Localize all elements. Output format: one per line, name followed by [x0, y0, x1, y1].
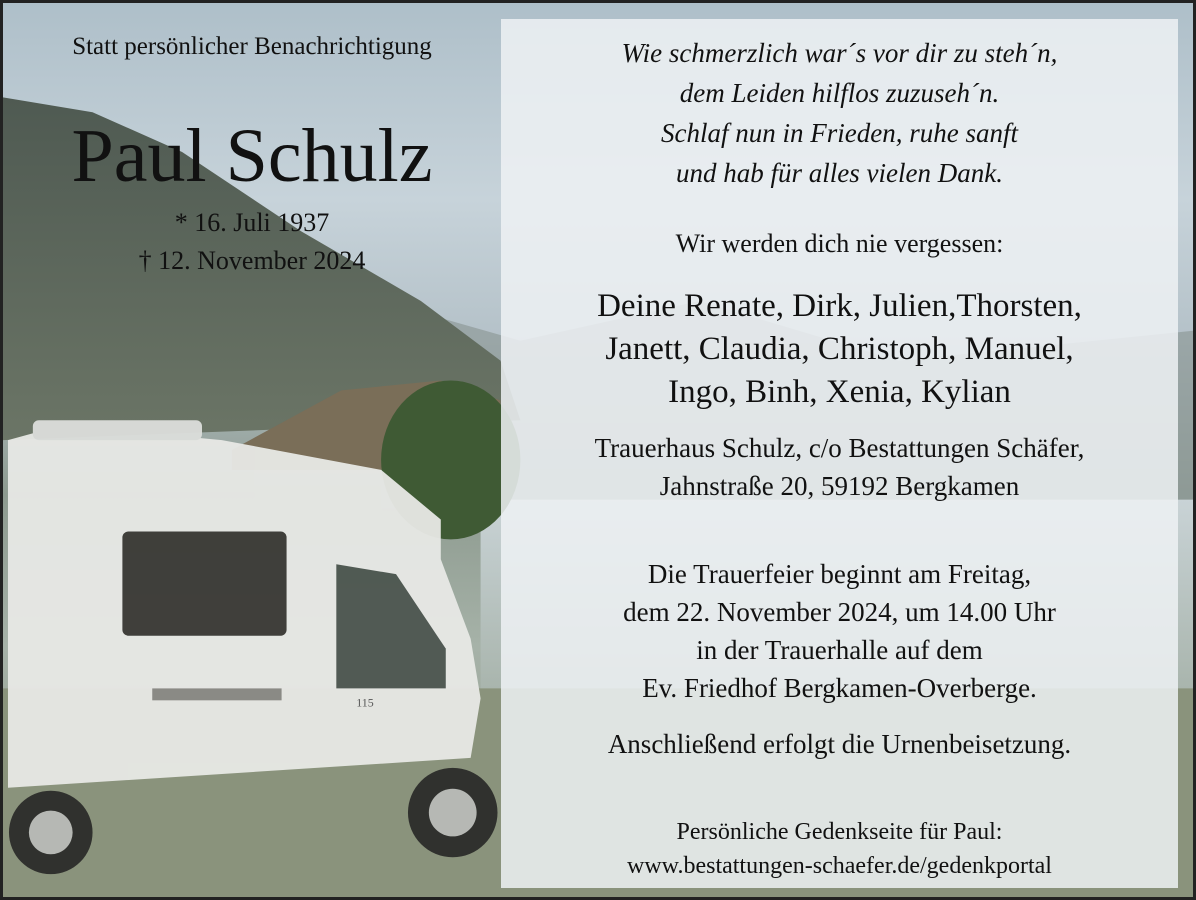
- funeral-line: Die Trauerfeier beginnt am Freitag,: [647, 559, 1032, 589]
- deceased-name: Paul Schulz: [71, 114, 433, 198]
- mourners-list: [501, 285, 1178, 414]
- address-line: Jahnstraße 20, 59192 Bergkamen: [659, 471, 1020, 501]
- poem-line: Schlaf nun in Frieden, ruhe sanft: [661, 118, 1018, 148]
- poem-line: dem Leiden hilflos zuzuseh´n.: [679, 78, 1000, 108]
- memorial-page: [501, 815, 1178, 883]
- mourning-address: [501, 429, 1178, 505]
- address-line: Trauerhaus Schulz, c/o Bestattungen Schäfer,: [594, 433, 1085, 463]
- never-forget-line: Wir werden dich nie vergessen:: [675, 229, 1004, 258]
- death-date: † 12. November 2024: [138, 246, 366, 275]
- funeral-line: in der Trauerhalle auf dem: [696, 635, 983, 665]
- memorial-url: www.bestattungen-schaefer.de/gedenkportal: [627, 853, 1052, 879]
- notice-line: Statt persönlicher Benachrichtigung: [72, 33, 432, 60]
- funeral-line: dem 22. November 2024, um 14.00 Uhr: [623, 597, 1056, 627]
- poem-line: und hab für alles vielen Dank.: [676, 158, 1003, 188]
- poem-line: Wie schmerzlich war´s vor dir zu steh´n,: [621, 38, 1058, 68]
- mourners-line: Deine Renate, Dirk, Julien,Thorsten,: [597, 288, 1082, 324]
- funeral-line: Ev. Friedhof Bergkamen-Overberge.: [642, 673, 1037, 703]
- urn-burial-line: Anschließend erfolgt die Urnenbeisetzung.: [607, 729, 1072, 759]
- memorial-label: Persönliche Gedenkseite für Paul:: [676, 819, 1003, 845]
- birth-date: * 16. Juli 1937: [174, 208, 330, 237]
- poem: [501, 33, 1178, 193]
- text-panel: [501, 19, 1178, 888]
- vehicle-number-label: 115: [356, 695, 374, 710]
- mourners-line: Janett, Claudia, Christoph, Manuel,: [605, 331, 1074, 367]
- funeral-info: [501, 555, 1178, 707]
- mourners-line: Ingo, Binh, Xenia, Kylian: [668, 374, 1011, 410]
